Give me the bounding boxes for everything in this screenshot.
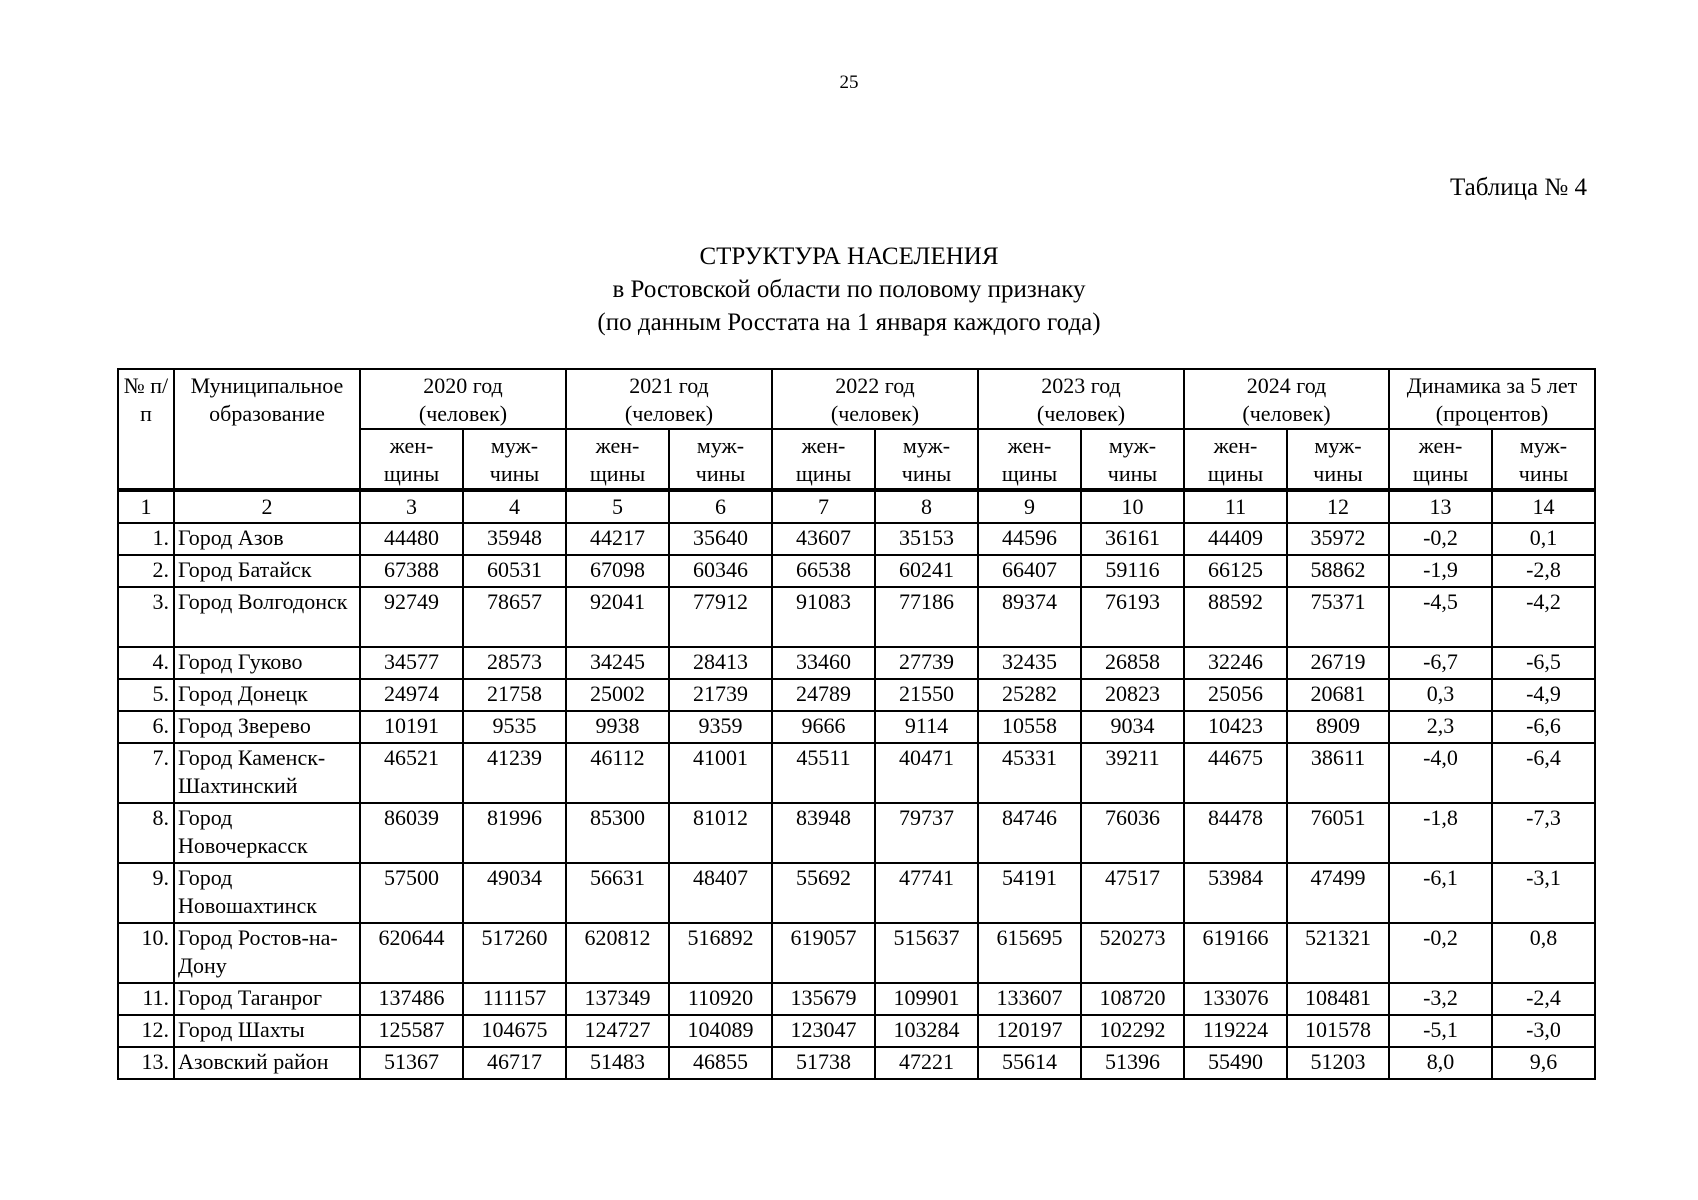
value-women: 54191	[978, 863, 1081, 923]
value-men: 9535	[463, 711, 566, 743]
header-year-2021: 2021 год (человек)	[566, 369, 772, 429]
value-women: 83948	[772, 803, 875, 863]
value-men: -7,3	[1492, 803, 1595, 863]
value-women: 86039	[360, 803, 463, 863]
value-women: 55490	[1184, 1047, 1287, 1079]
value-women: 89374	[978, 587, 1081, 647]
value-women: 10191	[360, 711, 463, 743]
municipality-name: Город Донецк	[174, 679, 360, 711]
value-women: 67098	[566, 555, 669, 587]
column-number: 10	[1081, 490, 1184, 523]
municipality-name: Город Каменск-Шахтинский	[174, 743, 360, 803]
title-line-1: СТРУКТУРА НАСЕЛЕНИЯ	[699, 243, 999, 270]
value-women: 25002	[566, 679, 669, 711]
row-number: 11.	[118, 983, 174, 1015]
population-table	[117, 368, 1596, 1080]
value-men: 102292	[1081, 1015, 1184, 1047]
table-row	[118, 863, 1595, 923]
value-men: -6,4	[1492, 743, 1595, 803]
value-men: 35640	[669, 523, 772, 555]
value-women: 57500	[360, 863, 463, 923]
row-number: 1.	[118, 523, 174, 555]
value-men: 40471	[875, 743, 978, 803]
value-men: 60346	[669, 555, 772, 587]
value-women: 44675	[1184, 743, 1287, 803]
value-men: -6,5	[1492, 647, 1595, 679]
value-men: -4,2	[1492, 587, 1595, 647]
column-number: 14	[1492, 490, 1595, 523]
value-men: 76193	[1081, 587, 1184, 647]
value-women: 44217	[566, 523, 669, 555]
value-men: 26719	[1287, 647, 1389, 679]
header-men: муж-чины	[1081, 429, 1184, 490]
table-title	[0, 240, 1698, 339]
municipality-name: Азовский район	[174, 1047, 360, 1079]
table-row	[118, 679, 1595, 711]
value-men: 20823	[1081, 679, 1184, 711]
row-number: 10.	[118, 923, 174, 983]
row-number: 5.	[118, 679, 174, 711]
value-women: 135679	[772, 983, 875, 1015]
value-women: 51738	[772, 1047, 875, 1079]
value-women: 24974	[360, 679, 463, 711]
value-men: 39211	[1081, 743, 1184, 803]
value-women: 619166	[1184, 923, 1287, 983]
table-row	[118, 587, 1595, 647]
value-women: 44596	[978, 523, 1081, 555]
title-line-3: (по данным Росстата на 1 января каждого года)	[597, 309, 1101, 336]
row-number: 4.	[118, 647, 174, 679]
header-women: жен-щины	[1184, 429, 1287, 490]
value-women: 66125	[1184, 555, 1287, 587]
column-number: 5	[566, 490, 669, 523]
value-women: 44409	[1184, 523, 1287, 555]
column-number: 11	[1184, 490, 1287, 523]
row-number: 13.	[118, 1047, 174, 1079]
value-men: 35948	[463, 523, 566, 555]
header-men: муж-чины	[669, 429, 772, 490]
value-women: 9938	[566, 711, 669, 743]
column-number: 1	[118, 490, 174, 523]
value-men: 78657	[463, 587, 566, 647]
value-women: 25056	[1184, 679, 1287, 711]
municipality-name: Город Гуково	[174, 647, 360, 679]
value-women: 125587	[360, 1015, 463, 1047]
value-men: 60241	[875, 555, 978, 587]
value-men: 59116	[1081, 555, 1184, 587]
value-women: 24789	[772, 679, 875, 711]
value-women: 9666	[772, 711, 875, 743]
row-number: 9.	[118, 863, 174, 923]
value-men: 75371	[1287, 587, 1389, 647]
value-women: 34577	[360, 647, 463, 679]
value-women: 615695	[978, 923, 1081, 983]
value-women: 66538	[772, 555, 875, 587]
value-women: 66407	[978, 555, 1081, 587]
value-women: 45511	[772, 743, 875, 803]
table-row	[118, 803, 1595, 863]
value-men: 36161	[1081, 523, 1184, 555]
header-men: муж-чины	[1287, 429, 1389, 490]
header-dynamics: Динамика за 5 лет (процентов)	[1389, 369, 1595, 429]
value-women: 120197	[978, 1015, 1081, 1047]
value-women: 2,3	[1389, 711, 1492, 743]
value-women: 32435	[978, 647, 1081, 679]
header-municipality	[174, 369, 360, 490]
value-men: 76051	[1287, 803, 1389, 863]
row-number: 2.	[118, 555, 174, 587]
value-men: 79737	[875, 803, 978, 863]
table-row	[118, 743, 1595, 803]
value-men: 516892	[669, 923, 772, 983]
value-women: 56631	[566, 863, 669, 923]
row-number: 8.	[118, 803, 174, 863]
value-men: 28573	[463, 647, 566, 679]
value-men: 108481	[1287, 983, 1389, 1015]
value-men: 51396	[1081, 1047, 1184, 1079]
value-men: 27739	[875, 647, 978, 679]
value-men: 104675	[463, 1015, 566, 1047]
value-women: 53984	[1184, 863, 1287, 923]
municipality-name: Город Ростов-на-Дону	[174, 923, 360, 983]
page-number: 25	[839, 72, 859, 93]
value-men: 21739	[669, 679, 772, 711]
value-men: 60531	[463, 555, 566, 587]
value-men: 108720	[1081, 983, 1184, 1015]
municipality-name: Город Волгодонск	[174, 587, 360, 647]
value-men: 9,6	[1492, 1047, 1595, 1079]
value-men: 49034	[463, 863, 566, 923]
column-number-row	[118, 490, 1595, 523]
value-men: 111157	[463, 983, 566, 1015]
value-men: 104089	[669, 1015, 772, 1047]
header-year-2020: 2020 год (человек)	[360, 369, 566, 429]
value-women: 620644	[360, 923, 463, 983]
value-men: 47517	[1081, 863, 1184, 923]
header-year-2022: 2022 год (человек)	[772, 369, 978, 429]
value-men: 48407	[669, 863, 772, 923]
value-men: 26858	[1081, 647, 1184, 679]
value-women: 8,0	[1389, 1047, 1492, 1079]
value-men: -6,6	[1492, 711, 1595, 743]
value-men: 76036	[1081, 803, 1184, 863]
column-number: 6	[669, 490, 772, 523]
value-men: 81012	[669, 803, 772, 863]
value-women: 85300	[566, 803, 669, 863]
value-men: 77186	[875, 587, 978, 647]
table-body	[118, 523, 1595, 1079]
column-number: 3	[360, 490, 463, 523]
value-men: -3,1	[1492, 863, 1595, 923]
row-number: 6.	[118, 711, 174, 743]
header-men: муж-чины	[875, 429, 978, 490]
value-women: -6,1	[1389, 863, 1492, 923]
value-men: 9359	[669, 711, 772, 743]
value-men: 41239	[463, 743, 566, 803]
column-number: 8	[875, 490, 978, 523]
value-women: 55692	[772, 863, 875, 923]
header-year-2024: 2024 год (человек)	[1184, 369, 1389, 429]
municipality-name: Город Батайск	[174, 555, 360, 587]
table-row	[118, 983, 1595, 1015]
header-year-2023: 2023 год (человек)	[978, 369, 1184, 429]
value-women: 137486	[360, 983, 463, 1015]
value-women: 34245	[566, 647, 669, 679]
value-women: 46521	[360, 743, 463, 803]
value-women: 44480	[360, 523, 463, 555]
header-men: муж-чины	[463, 429, 566, 490]
value-women: 92749	[360, 587, 463, 647]
value-women: 25282	[978, 679, 1081, 711]
column-number: 2	[174, 490, 360, 523]
value-women: 0,3	[1389, 679, 1492, 711]
value-men: 46855	[669, 1047, 772, 1079]
value-men: 46717	[463, 1047, 566, 1079]
column-number: 13	[1389, 490, 1492, 523]
value-women: 46112	[566, 743, 669, 803]
value-men: 41001	[669, 743, 772, 803]
value-women: -4,5	[1389, 587, 1492, 647]
value-men: 101578	[1287, 1015, 1389, 1047]
table-row	[118, 1015, 1595, 1047]
column-number: 12	[1287, 490, 1389, 523]
value-men: 35153	[875, 523, 978, 555]
value-men: 77912	[669, 587, 772, 647]
value-women: -6,7	[1389, 647, 1492, 679]
value-men: 38611	[1287, 743, 1389, 803]
value-men: 9034	[1081, 711, 1184, 743]
value-women: 55614	[978, 1047, 1081, 1079]
value-women: 67388	[360, 555, 463, 587]
column-number: 9	[978, 490, 1081, 523]
header-num	[118, 369, 174, 490]
municipality-name: Город Новочеркасск	[174, 803, 360, 863]
municipality-name: Город Таганрог	[174, 983, 360, 1015]
header-municipality-text: Муниципальное образование	[190, 373, 344, 426]
value-women: -4,0	[1389, 743, 1492, 803]
value-women: 51367	[360, 1047, 463, 1079]
value-men: -2,4	[1492, 983, 1595, 1015]
value-women: 45331	[978, 743, 1081, 803]
table-row	[118, 555, 1595, 587]
value-women: -0,2	[1389, 523, 1492, 555]
value-women: -1,8	[1389, 803, 1492, 863]
header-men: муж-чины	[1492, 429, 1595, 490]
table-label: Таблица № 4	[1449, 174, 1587, 201]
value-women: -0,2	[1389, 923, 1492, 983]
value-men: 521321	[1287, 923, 1389, 983]
municipality-name: Город Новошахтинск	[174, 863, 360, 923]
value-women: -5,1	[1389, 1015, 1492, 1047]
value-women: 51483	[566, 1047, 669, 1079]
value-men: 58862	[1287, 555, 1389, 587]
value-men: 0,8	[1492, 923, 1595, 983]
header-women: жен-щины	[566, 429, 669, 490]
value-women: 119224	[1184, 1015, 1287, 1047]
value-men: 520273	[1081, 923, 1184, 983]
municipality-name: Город Шахты	[174, 1015, 360, 1047]
value-women: 133076	[1184, 983, 1287, 1015]
municipality-name: Город Зверево	[174, 711, 360, 743]
header-women: жен-щины	[1389, 429, 1492, 490]
value-men: 51203	[1287, 1047, 1389, 1079]
row-number: 3.	[118, 587, 174, 647]
value-women: 92041	[566, 587, 669, 647]
value-women: 10423	[1184, 711, 1287, 743]
value-men: 47221	[875, 1047, 978, 1079]
value-men: 8909	[1287, 711, 1389, 743]
table-row	[118, 523, 1595, 555]
value-men: 110920	[669, 983, 772, 1015]
value-women: 91083	[772, 587, 875, 647]
value-women: 619057	[772, 923, 875, 983]
table-row	[118, 711, 1595, 743]
table-row	[118, 647, 1595, 679]
value-women: 124727	[566, 1015, 669, 1047]
value-women: 33460	[772, 647, 875, 679]
header-women: жен-щины	[360, 429, 463, 490]
municipality-name: Город Азов	[174, 523, 360, 555]
value-women: 123047	[772, 1015, 875, 1047]
value-men: 21550	[875, 679, 978, 711]
value-women: -1,9	[1389, 555, 1492, 587]
header-women: жен-щины	[978, 429, 1081, 490]
value-men: 0,1	[1492, 523, 1595, 555]
value-men: 515637	[875, 923, 978, 983]
value-men: -3,0	[1492, 1015, 1595, 1047]
value-women: 133607	[978, 983, 1081, 1015]
value-women: 10558	[978, 711, 1081, 743]
value-women: -3,2	[1389, 983, 1492, 1015]
value-women: 137349	[566, 983, 669, 1015]
table-row	[118, 923, 1595, 983]
table-row	[118, 1047, 1595, 1079]
value-men: 35972	[1287, 523, 1389, 555]
value-men: 47499	[1287, 863, 1389, 923]
row-number: 12.	[118, 1015, 174, 1047]
value-men: 28413	[669, 647, 772, 679]
header-num-text: № п/п	[123, 373, 169, 426]
column-number: 7	[772, 490, 875, 523]
value-men: 21758	[463, 679, 566, 711]
value-men: 20681	[1287, 679, 1389, 711]
value-women: 88592	[1184, 587, 1287, 647]
value-men: -4,9	[1492, 679, 1595, 711]
value-women: 32246	[1184, 647, 1287, 679]
value-men: 109901	[875, 983, 978, 1015]
value-men: -2,8	[1492, 555, 1595, 587]
value-women: 84478	[1184, 803, 1287, 863]
title-line-2: в Ростовской области по половому признаку	[612, 276, 1086, 303]
row-number: 7.	[118, 743, 174, 803]
header-women: жен-щины	[772, 429, 875, 490]
value-men: 517260	[463, 923, 566, 983]
value-women: 43607	[772, 523, 875, 555]
value-men: 9114	[875, 711, 978, 743]
value-women: 84746	[978, 803, 1081, 863]
column-number: 4	[463, 490, 566, 523]
value-women: 620812	[566, 923, 669, 983]
value-men: 103284	[875, 1015, 978, 1047]
value-men: 47741	[875, 863, 978, 923]
value-men: 81996	[463, 803, 566, 863]
